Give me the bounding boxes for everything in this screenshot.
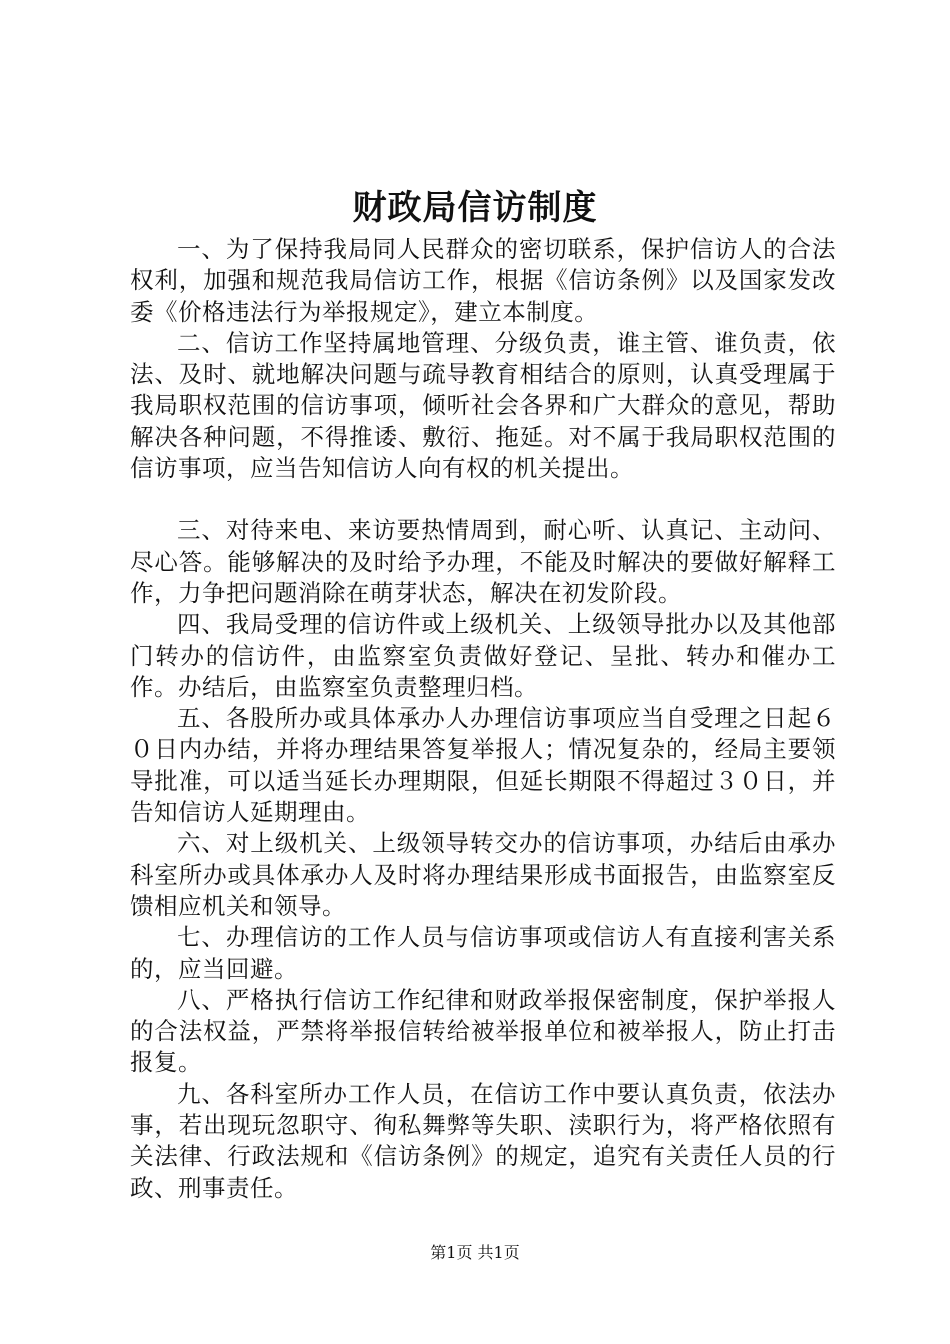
paragraph-4: 四、我局受理的信访件或上级机关、上级领导批办以及其他部门转办的信访件，由监察室负责做好登记、呈批、转办和催办工作。办结后，由监察室负责整理归档。 <box>130 610 836 701</box>
page-footer: 第1页 共1页 <box>430 1243 520 1262</box>
paragraph-8: 八、严格执行信访工作纪律和财政举报保密制度，保护举报人的合法权益，严禁将举报信转给被举报单位和被举报人，防止打击报复。 <box>130 985 836 1077</box>
paragraph-2: 二、信访工作坚持属地管理、分级负责，谁主管、谁负责，依法、及时、就地解决问题与疏导教育相结合的原则，认真受理属于我局职权范围的信访事项，倾听社会各界和广大群众的意见，帮助解决各种问题，不得推诿、敷衍、拖延。对不属于我局职权范围的信访事项，应当告知信访人向有权的机关提出。 <box>130 328 836 483</box>
paragraph-6: 六、对上级机关、上级领导转交办的信访事项，办结后由承办科室所办或具体承办人及时将办理结果形成书面报告，由监察室反馈相应机关和领导。 <box>130 829 836 920</box>
document-body <box>130 234 836 1204</box>
document-title: 财政局信访制度 <box>352 188 598 228</box>
paragraph-9: 九、各科室所办工作人员，在信访工作中要认真负责，依法办事，若出现玩忽职守、徇私舞弊等失职、渎职行为，将严格依照有关法律、行政法规和《信访条例》的规定，追究有关责任人员的行政、刑事责任。 <box>130 1079 836 1202</box>
paragraph-7: 七、办理信访的工作人员与信访事项或信访人有直接利害关系的，应当回避。 <box>130 923 836 983</box>
paragraph-1: 一、为了保持我局同人民群众的密切联系，保护信访人的合法权利，加强和规范我局信访工作，根据《信访条例》以及国家发改委《价格违法行为举报规定》，建立本制度。 <box>130 235 836 326</box>
paragraph-5: 五、各股所办或具体承办人办理信访事项应当自受理之日起６０日内办结，并将办理结果答复举报人；情况复杂的，经局主要领导批准，可以适当延长办理期限，但延长期限不得超过３０日，并告知信访人延期理由。 <box>130 704 836 827</box>
paragraph-3: 三、对待来电、来访要热情周到，耐心听、认真记、主动问、尽心答。能够解决的及时给予办理，不能及时解决的要做好解释工作，力争把问题消除在萌芽状态，解决在初发阶段。 <box>130 516 836 607</box>
